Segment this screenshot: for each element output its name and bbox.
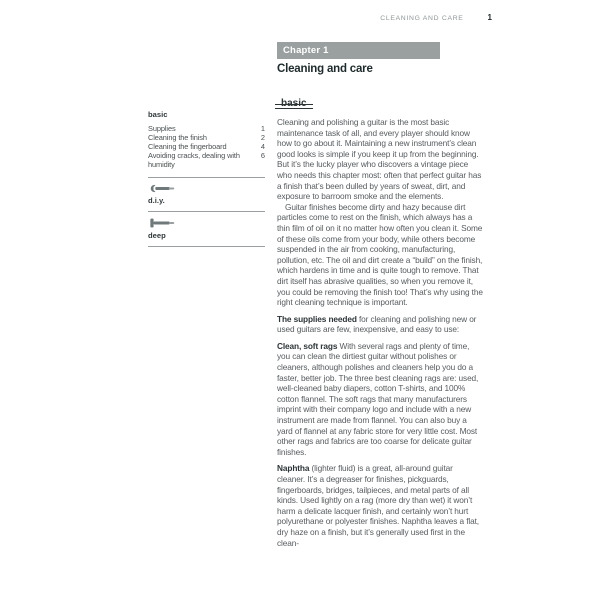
sidebar-tab-diy <box>148 178 265 211</box>
main-text-column <box>277 93 483 548</box>
toc-heading: basic <box>148 110 168 119</box>
toc-item-label: Cleaning the finish <box>148 133 207 142</box>
toc-item-page: 6 <box>260 151 265 160</box>
toc-item <box>148 133 265 142</box>
running-head <box>277 13 492 22</box>
toc-item <box>148 142 265 151</box>
chapter-label: Chapter 1 <box>283 45 329 56</box>
sidebar-tab-diy-label: d.i.y. <box>148 196 165 205</box>
running-title: CLEANING AND CARE <box>380 15 464 22</box>
sidebar-toc <box>148 110 265 247</box>
section-tag-basic: basic <box>277 98 311 109</box>
paragraph-text: (lighter fluid) is a great, all-around guitar cleaner. It’s a degreaser for finishes, pickguards, fingerboards, bridges, tailpieces, and metal parts of all kinds. Used lightly on a rag (more dry than wet) it won’t harm a delicate lacquer finish, and certainly won’t hurt polyurethane or polyester finishes. Naphtha leaves a flat, dry haze on a finish, but it’s generally used first in the clean- <box>277 463 479 548</box>
toc-item <box>148 124 265 133</box>
body-paragraph <box>277 314 483 335</box>
page-number: 1 <box>487 13 492 22</box>
toc-item-page: 1 <box>260 124 265 133</box>
paragraph-text: Cleaning and polishing a guitar is the most basic maintenance task of all, and every player should know how to go about it. Maintaining a new instrument’s clean good looks is simple if you keep it up from the beginning. But it’s the lucky player who discovers a vintage piece who needs this chapter most: often that perfect guitar has a finish that’s been dulled by years of sweat, dirt, and exposure to barroom smoke and the elements. <box>277 117 482 202</box>
paragraph-lead: The supplies needed <box>277 313 357 324</box>
paragraph-text: Guitar finishes become dirty and hazy because dirt particles come to rest on the finish, which always has a thin film of oil on it no matter how often you clean it. Some of these oils come from your body, while others become suspended in the air from cooking, manufacturing, pollution, etc. The oil and dirt create a “build” on the finish, which hardens in time and is quite tough to remove. That dirt itself has abrasive qualities, so when you remove it, you could be removing the finish too! That’s why using the right cleaning technique is important. <box>277 201 483 308</box>
paragraph-text: for cleaning and polishing new or used guitars are few, inexpensive, and easy to use: <box>277 313 477 335</box>
body-paragraph <box>277 463 483 548</box>
toc-item <box>148 151 265 169</box>
body-paragraph <box>277 117 483 202</box>
chapter-bar <box>277 42 440 59</box>
body-paragraph <box>277 202 483 308</box>
paragraph-lead: Clean, soft rags <box>277 340 338 351</box>
paragraph-text: With several rags and plenty of time, you can clean the dirtiest guitar without polishes or cleaners, although polishes and cleaners help you do a faster, better job. The three best cleaning rags are: used, well-cleaned baby diapers, cotton T-shirts, and 100% cotton flannel. The soft rags that many manufacturers imprint with their company logo and include with a new instrument are made from flannel. You can also buy a yard of flannel at any fabric store for very little cost. Most other rags and fabrics are too coarse for delicate guitar finishes. <box>277 340 479 457</box>
toc-item-label: Avoiding cracks, dealing with humidity <box>148 151 240 169</box>
toc-item-page: 2 <box>260 133 265 142</box>
chapter-title: Cleaning and care <box>277 63 373 75</box>
hammer-icon <box>149 218 176 228</box>
toc-item-label: Supplies <box>148 124 176 133</box>
sidebar-tab-deep-label: deep <box>148 231 166 240</box>
paragraph-lead: Naphtha <box>277 463 310 474</box>
sidebar-tab-deep <box>148 212 265 246</box>
body-paragraph <box>277 341 483 458</box>
toc-item-label: Cleaning the fingerboard <box>148 142 227 151</box>
wrench-icon <box>149 184 176 193</box>
toc-item-page: 4 <box>260 142 265 151</box>
divider <box>148 246 265 247</box>
